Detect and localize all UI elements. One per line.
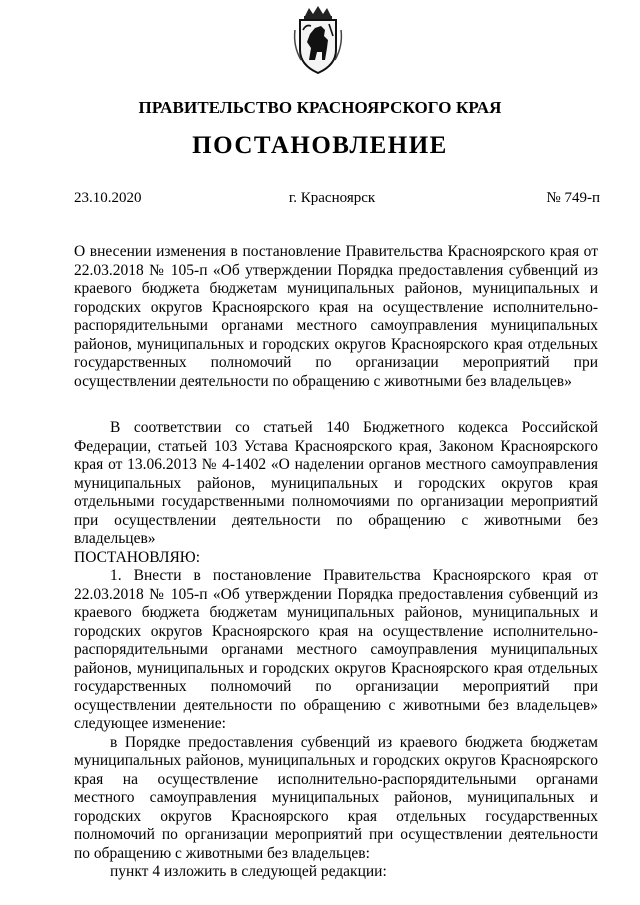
document-body	[74, 419, 598, 882]
government-title: ПРАВИТЕЛЬСТВО КРАСНОЯРСКОГО КРАЯ	[138, 98, 502, 117]
document-city: г. Красноярск	[288, 190, 376, 206]
item-1-point-paragraph: пункт 4 изложить в следующей редакции:	[110, 863, 387, 880]
item-1-detail-paragraph: в Порядке предоставления субвенций из краевого бюджета бюджетам муниципальных районов, муниципальных и городских округов Красноярского края на осуществление исполнительно-распорядительными органами местного самоуправления муниципальных районов, муниципальных и городских округов Красноярского края отдельных государственных полномочий по организации мероприятий при осуществлении деятельности по обращению с животными без владельцев:	[74, 733, 598, 862]
decree-word: ПОСТАНОВЛЯЮ:	[74, 548, 201, 566]
preamble-paragraph: В соответствии со статьей 140 Бюджетного кодекса Российской Федерации, статьей 103 Устава Красноярского края, Законом Красноярского края от 13.06.2013 № 4-1402 «О наделении органов местного самоуправления муниципальных районов, муниципальных и городских округов края отдельными государственными полномочиями по организации мероприятий при осуществлении деятельности по обращению с животными без владельцев»	[74, 419, 598, 547]
document-type-title: ПОСТАНОВЛЕНИЕ	[192, 132, 448, 159]
document-number: № 749-п	[546, 190, 600, 206]
document-subject: О внесении изменения в постановление Правительства Красноярского края от 22.03.2018 № 105-п «Об утверждении Порядка предоставления субвенций из краевого бюджета бюджетам муниципальных районов, муниципальных и городских округов Красноярского края на осуществление исполнительно-распорядительными органами местного самоуправления муниципальных районов, муниципальных и городских округов Красноярского края отдельных государственных полномочий по организации мероприятий при осуществлении деятельности по обращению с животными без владельцев»	[74, 243, 598, 390]
document-date: 23.10.2020	[74, 190, 142, 206]
item-1-paragraph: 1. Внести в постановление Правительства Красноярского края от 22.03.2018 № 105-п «Об утверждении Порядка предоставления субвенций из краевого бюджета бюджетам муниципальных районов, муниципальных и городских округов Красноярского края на осуществление исполнительно-распорядительными органами местного самоуправления муниципальных районов, муниципальных и городских округов Красноярского края отдельных государственных полномочий по организации мероприятий при осуществлении деятельности по обращению с животными без владельцев» следующее изменение:	[74, 567, 598, 732]
coat-of-arms-icon	[291, 6, 345, 74]
